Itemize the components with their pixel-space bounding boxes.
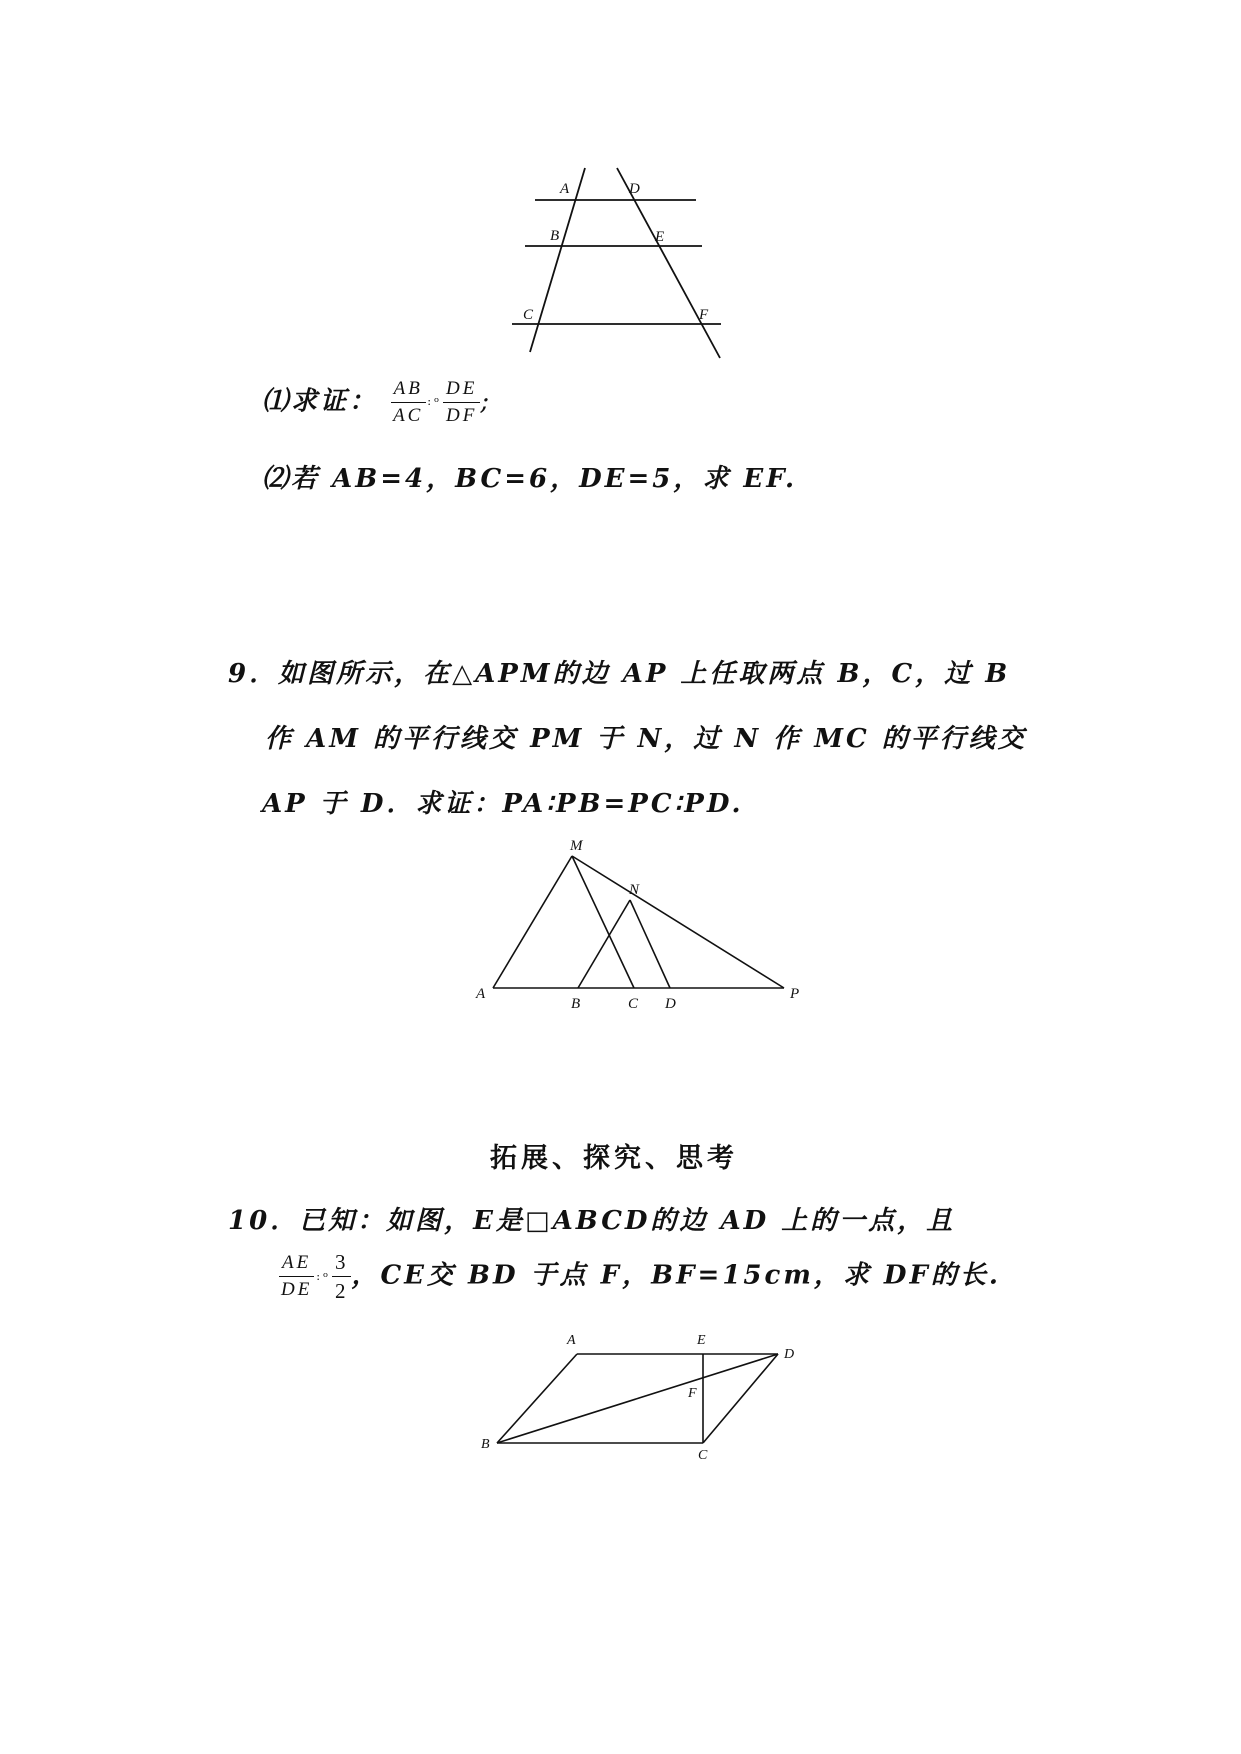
label-C: C [628,996,639,1012]
label-E: E [697,1333,706,1348]
q10-line2-text: ，CE交 BD 于点 F，BF=15cm，求 DF的长. [351,1260,1001,1291]
label-D: D [629,181,640,197]
label-B: B [481,1437,490,1452]
q8-part1-suffix: ; [480,386,493,417]
q9-line3: AP 于 D．求证：PA∶PB=PC∶PD. [262,789,744,819]
q8-fraction-de-df [443,378,480,427]
figure-parallelogram-abcd [475,1322,815,1462]
frac-numerator: AE [279,1252,314,1277]
segment-am [493,856,572,988]
section-heading: 拓展、探究、思考 [490,1143,738,1174]
frac-denominator: 2 [334,1279,349,1304]
frac-numerator: DE [443,378,480,403]
label-F: F [688,1386,697,1401]
figure-parallel-lines [500,160,740,365]
frac-numerator: 3 [332,1250,352,1277]
q8-part1-prefix: ⑴求证： [262,386,379,417]
figure-triangle-apm [470,836,810,1016]
q10-line1: 10．已知：如图，E是□ABCD的边 AD 上的一点，且 [228,1206,956,1236]
q10-fraction-ae-de [278,1252,315,1301]
label-N: N [629,882,640,898]
q9-line1: 9．如图所示，在△APM的边 AP 上任取两点 B，C，过 B [228,659,1011,689]
q8-operator: ꞉ᵒ [427,395,442,411]
label-A: A [567,1333,576,1348]
label-B: B [571,996,581,1012]
q8-fraction-ab-ac [390,378,426,427]
label-A: A [476,986,486,1002]
frac-denominator: AC [393,404,424,426]
frac-denominator: DE [281,1279,313,1301]
label-M: M [570,838,583,854]
q9-line2: 作 AM 的平行线交 PM 于 N，过 N 作 MC 的平行线交 [265,724,1027,754]
q10-operator: ꞉ᵒ [316,1269,331,1285]
label-C: C [523,307,534,323]
segment-bd [497,1354,778,1443]
frac-numerator: AB [391,378,426,403]
label-C: C [698,1448,708,1462]
q10-fraction-value [332,1250,352,1303]
q8-part1 [262,378,492,427]
label-E: E [655,229,665,245]
label-P: P [790,986,800,1002]
label-B: B [550,228,560,244]
label-D: D [784,1347,795,1362]
label-A: A [560,181,570,197]
label-F: F [699,307,709,323]
label-D: D [665,996,676,1012]
segment-dc [703,1354,778,1443]
q10-line2 [278,1250,1001,1303]
q8-part2: ⑵若 AB=4，BC=6，DE=5，求 EF. [262,464,798,494]
segment-bn [578,900,630,988]
frac-denominator: DF [445,404,478,426]
